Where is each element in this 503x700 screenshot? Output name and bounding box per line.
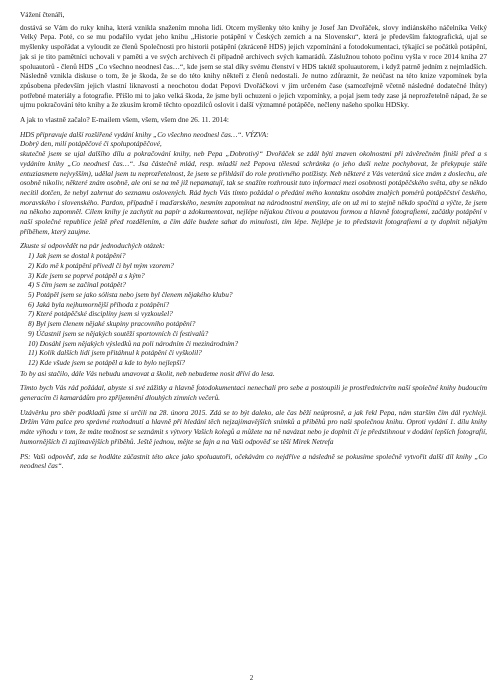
list-item: 9) Účastnil jsem se nějakých soutěží sportovních či festivalů? [28, 328, 209, 338]
list-item: 8) Byl jsem členem nějaké skupiny pracovního potápění? [28, 319, 196, 329]
list-item: 5) Potápěl jsem se jako sólista nebo jsem byl členem nějakého klubu? [28, 289, 233, 299]
list-item: 6) Jaká byla nejhumornější příhoda z potápění? [28, 299, 170, 309]
list-item: 1) Jak jsem se dostal k potápění? [28, 251, 126, 261]
intro-paragraph: dostává se Vám do ruky kniha, která vznikla snažením mnoha lidí. Otcem myšlenky této knihy je Josef Jan Dvořáček, slovy indiánského náčelníka Velký Velký Pepa. Poté, co se mu podařilo vydat jeho knihu „Historie potápění v Českých zemích a na Slovensku“, která je především faktografická, ujal se myšlenky uspořádat a vyloudit ze členů Společnosti pro historii potápění (zkráceně HDS) jejich vzpomínání a fotodokumentaci, týkající se počátků potápění, jak si je tito pamětníci uchovali v paměti a ve svých archivech či případně archivech svých kamarádů. Záslužnou tohoto počinu vyšla v roce 2014 kniha 27 spoluautorů - členů HDS „Co všechno neodnesl čas…“, kde jsem se stal díky svému členství v HDS taktéž spoluautorem, i když patrně jedním z nejmladších. Následně vznikla diskuse o tom, že je škoda, že se do této knihy někteří z členů nedostali. Je nutno zdůraznit, že neúčast na této knize vzpomínek byla způsobena především jejich vlastní liknavostí a neochotou dodat Pepovi Dvořáčkovi v jím určeném čase (samozřejmě včetně následné dodatečné lhůty) potřebné materiály a fotografie. Přišlo mi to jako velká škoda, že jsme byli ochuzeni o jejich vzpomínky, a pojal jsem tedy zase já neprozřetelně nápad, že se ujmu pokračování této knihy a že zkusím kromě těchto opozdilců oslovit i další významné potápěče, nečleny našeho spolku HDSky. [20, 22, 487, 110]
postscript: PS: Vaši odpověď, zda se hodláte zúčastnit této akce jako spoluautoři, očekávám co nejdříve a následně se pokusíme společně vytvořit další díl knihy „Co neodnesl čas“. [20, 451, 487, 471]
questions-lead: Zkuste si odpovědět na pár jednoduchých otázek: [20, 241, 165, 251]
list-item: 2) Kdo mě k potápění přivedl či byl mým vzorem? [28, 260, 174, 270]
questions-closing: To by asi stačilo, dále Vás nebudu unavovat a školit, neb nebudeme nosit dříví do lesa. [20, 368, 275, 378]
question-paragraph: A jak to vlastně začalo? E-mailem všem, všem, všem dne 26. 11. 2014: [20, 115, 229, 125]
call-paragraph-1: skutečně jsem se ujal dalšího dílu a pokračování knihy, neb Pepa „Dobrotivý“ Dvořáček se zdál býti znaven okolnostmi při závěrečném finiši před a s vydáním knihy „Co neodnesl čas…“. Jsa částečně mlád, resp. mladší než Pepova tělesná schránka (o jeho duši nelze pochybovat, že překypuje stále entuziasmem nejvyšším), udělal jsem tu neprozřetelnost, že jsem se přihlásil do role protivného potížisty. Neb některé z Vás veteránů sice znám z doslechu, ale osobně nikoliv, některé znám osobně, ale oni se na mě již nepamatují, tak se snažím rozhrousit tuto informaci mezi osobnosti potápěčského světa, aby se někdo necítil dotčen, že nebyl zahrnut do seznamu oslovených. Rád bych Vás tímto požádal o předání mého kontaktu osobám znalých pomérů potápěčství českého, moravského i slovenského. Pardon, případně i maďarského, nesmím zapomínat na národnostní menšiny, ale on už mi to stejně někdo spočítá a výčte, že jsem na někoho zapomněl. Cílem knihy je zachytit na papír a zdokumentovat, nejlépe nějakou čtivou a poutavou formou a hlavně fotografiemi, začátky potápění v naší společné republice ještě před rozdělením, a čím dále budete sahat do minulosti, tím lépe. Nejlépe je to představit fotografiemi a ty doplnit nějakým příběhem, který zaujme. [20, 149, 487, 236]
email-call [20, 130, 487, 471]
page-number: 2 [249, 674, 254, 683]
list-item: 4) S čím jsem se začínal potápět? [28, 280, 126, 290]
list-item: 11) Kolik dalších lidí jsem přitáhnul k potápění či vyškolil? [28, 348, 202, 358]
call-salutation: Dobrý den, milí potápěčové či spolupotápěčové, [20, 139, 162, 149]
call-paragraph-2: Tímto bych Vás rád požádal, abyste si své zážitky a hlavně fotodokumentaci nenechali pro sebe a postoupili je prostřednictvím naší společné knihy budoucím generacím či kamarádům pro zpříjemnění dlouhých zimních večerů. [20, 383, 487, 403]
list-item: 10) Dosáhl jsem nějakých výsledků na poli národním či mezinárodním? [28, 338, 239, 348]
list-item: 7) Které potápěčské disciplíny jsem si vyzkoušel? [28, 309, 173, 319]
greeting: Vážení čtenáři, [20, 10, 65, 19]
list-item: 3) Kde jsem se poprvé potápěl a s kým? [28, 270, 145, 280]
call-paragraph-3: Uzávěrku pro sběr podkladů jsme si určili na 28. února 2015. Zdá se to být daleko, ale čas běží neúprosně, a jak řekl Pepa, nám starším čím dál rychleji. Držím Vám palce pro správné rozhodnutí a hlavně při hledání těch nejzajímavějších snímků a příběhů pro naši společnou knihu. Oproti vydání 1. dílu knihy máte výhodu v tom, že máte možnost se seznámit s výtvory Vašich kolegů a můžete na ně navázat nebo je doplnit či je předstihnout v dodání lepších fotografií, humornějších či zajímavějších příběhů. Ještě jednou, mějte se fajn a na Vaši odpověď se těší Mirek Netrefa [20, 407, 487, 446]
question-list [20, 251, 487, 367]
call-subject: HDS připravuje další rozšířené vydání knihy „Co všechno neodnesl čas…“. VÝZVA: [20, 129, 269, 139]
list-item: 12) Kde všude jsem se potápěl a kde to bylo nejlepší? [28, 357, 186, 367]
